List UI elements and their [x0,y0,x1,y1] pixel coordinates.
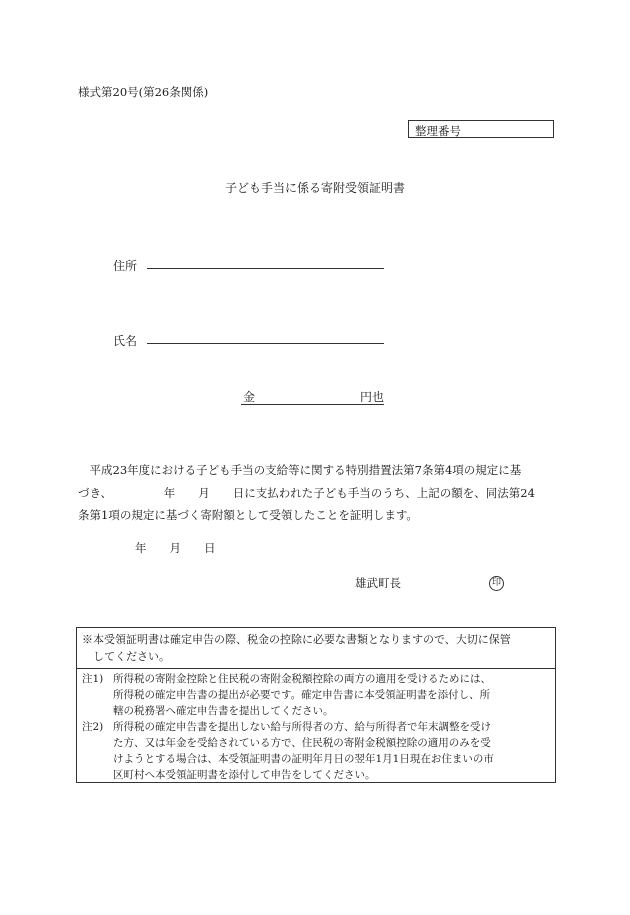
certification-body [78,459,556,527]
note-label: 注1) [82,673,104,685]
notice-box [76,627,556,783]
issuer-title: 雄武町長 [355,576,401,590]
note-line: けようとする場合は、本受領証明書の証明年月日の翌年1月1日現在お住まいの市 [113,753,494,765]
body-line: 平成23年度における子ども手当の支給等に関する特別措置法第7条第4項の規定に基 [78,463,522,477]
address-field-line [147,268,384,269]
reference-number-label: 整理番号 [415,124,461,138]
note-text [113,719,494,783]
note-line: 所得税の寄附金控除と住民税の寄附金税額控除の両方の適用を受けるためには、 [113,673,491,685]
document-title: 子ども手当に係る寄附受領証明書 [224,181,405,195]
note-line: 所得税の確定申告書の提出が必要です。確定申告書に本受領証明書を添付し、所 [113,689,491,701]
name-label: 氏名 [113,334,138,348]
amount-prefix: 金 [243,390,256,404]
note-line: 区町村へ本受領証明書を添付して申告をしてください。 [113,769,376,781]
certification-date: 年 月 日 [135,541,216,555]
amount-field [241,388,384,405]
form-number: 様式第20号(第26条関係) [78,85,209,99]
address-label: 住所 [113,259,138,273]
notice-line: してください。 [82,650,170,663]
notice-divider [77,668,555,669]
note-line: 轄の税務署へ確定申告書を提出してください。 [113,705,334,717]
notice-line: ※本受領証明書は確定申告の際、税金の控除に必要な書類となりますので、大切に保管 [82,633,511,646]
note-line: 所得税の確定申告書を提出しない給与所得者の方、給与所得者で年末調整を受け [113,721,491,733]
note-line: た方、又は年金を受給されている方で、住民税の寄附金税額控除の適用のみを受 [113,737,491,749]
seal-icon: 印 [489,576,504,591]
reference-number-box [408,120,554,138]
note-label: 注2) [82,721,104,733]
name-field-line [147,343,384,344]
notice-main [82,631,550,665]
note-text [113,671,491,719]
body-line: 条第1項の規定に基づく寄附額として受領したことを証明します。 [78,508,418,522]
body-line: づき、 年 月 日に支払われた子ども手当のうち、上記の額を、同法第24 [78,485,535,500]
amount-suffix: 円也 [359,390,384,404]
